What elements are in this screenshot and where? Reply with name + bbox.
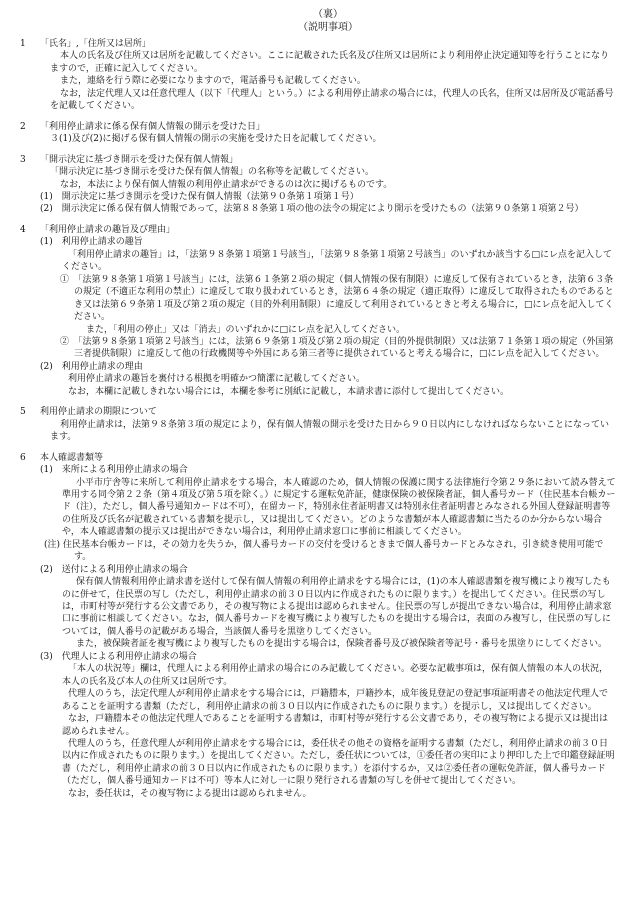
section-5 [20,406,616,443]
list-item: ① 「法第９８条第１項第１号該当」には，法第６１条第２項の規定（個人情報の保有制限）に違反して保有されているとき，法第６３条の規定（不適正な利用の禁止）に違反して取り扱われているとき，法第６４条の規定（適正取得）に違反して取得されたものであるとき又は法第６９条第１項及び第２項の規定（目的外利用制限）に違反して利用されているときと考える場合に，□にレ点を記入してください。 [60,274,614,323]
section-title: 「氏名」,「住所又は居所」 [40,39,151,49]
section-paragraph: ３(1)及び(2)に掲げる保有個人情報の開示の実施を受けた日を記載してください。 [50,134,382,145]
section-paragraph: なお，本欄に記載しきれない場合には，本欄を参考に別紙に記載し，本請求書に添付して提出してください。 [68,386,510,397]
section-paragraph: なお，本法により保有個人情報の利用停止請求ができるのは次に掲げるものです。 [60,179,393,190]
section-paragraph: また，「利用の停止」又は「消去」のいずれかに□にレ点を記入してください。 [86,324,406,335]
document-header [40,8,616,34]
section-paragraph: 「開示決定に基づき開示を受けた保有個人情報」の名称等を記載してください。 [50,167,375,178]
section-number: 6 [20,452,26,463]
subsection-title: (1) 利用停止請求の趣旨 [40,237,143,248]
section-paragraph: また，連絡を行う際に必要になりますので，電話番号も記載してください。 [60,76,366,87]
section-number: 2 [20,121,26,132]
section-paragraph: 小平市庁舎等に来所して利用停止請求をする場合，本人確認のため，個人情報の保護に関する法律施行令第２９条において読み替えて準用する同令第２２条（第４項及び第５項を除く。）に規定する運転免許証，健康保険の被保険者証，個人番号カード（住民基本台帳カード（注），ただし，個人番号通知カードは不可），在留カード，特別永住者証明書又は特別永住者証明書とみなされる外国人登録証明書等の住所及び氏名が記載されている書類を提示し，又は提出してください。どのような書類が本人確認書類に当たるのか分からない場合や，本人確認書類の提示又は提出ができない場合は，利用停止請求窓口に事前に相談してください。 [62,477,616,538]
section-number: 3 [20,154,26,165]
list-item: (1) 開示決定に基づき開示を受けた保有個人情報（法第９０条第１項第１号） [40,191,359,202]
section-title: 「開示決定に基づき開示を受けた保有個人情報」 [40,154,239,165]
section-number: 5 [20,407,26,418]
document-title: （説明事項） [298,22,358,33]
subsection-title: (1) 来所による利用停止請求の場合 [40,465,188,476]
section-title: 「利用停止請求の趣旨及び理由」 [40,224,176,235]
section-paragraph: 「利用停止請求の趣旨」は，「法第９８条第１項第１号該当」，「法第９８条第１項第２号該当」のいずれか該当する□にレ点を記入してください。 [62,249,613,273]
list-item: ② 「法第９８条第１項第２号該当」には，法第６９条第１項及び第２項の規定（目的外提供制限）又は法第７１条第１項の規定（外国第三者提供制限）に違反して他の行政機関等や外国にある第三者等に提供されていると考える場合に，□にレ点を記入してください。 [60,336,614,360]
section-title: 「利用停止請求に係る保有個人情報の開示を受けた日」 [40,121,266,132]
subsection-title: (2) 利用停止請求の理由 [40,361,143,372]
section-paragraph: 代理人のうち，任意代理人が利用停止請求をする場合には，委任状その他その資格を証明する書類（ただし，利用停止請求の前３０日以内に作成されたものに限ります。）を提出してください。ただし，委任状については，①委任者の実印により押印した上で印鑑登録証明書（ただし，利用停止請求の前３０日以内に作成されたものに限ります。）を添付するか，又は②委任者の運転免許証，個人番号カード（ただし，個人番号通知カードは不可）等本人に対し一に限り発行される書類の写しを併せて提出してください。 [62,739,615,787]
note: (注) 住民基本台帳カードは，その効力を失うか，個人番号カードの交付を受けるときまで個人番号カードとみなされ，引き続き使用可能です。 [44,539,604,563]
list-item: (2) 開示決定に係る保有個人情報であって，法第８８条第１項の他の法令の規定により開示を受けたもの（法第９０条第１項第２号） [40,204,584,215]
section-3 [20,154,616,216]
section-2 [20,121,616,146]
section-paragraph: 代理人のうち，法定代理人が利用停止請求をする場合には，戸籍謄本，戸籍抄本，成年後見登記の登記事項証明書その他法定代理人であることを証明する書類（ただし，利用停止請求の前３０日以内に作成されたものに限ります。）を提示し，又は提出してください。 [62,689,609,712]
section-paragraph: 本人の氏名及び住所又は居所を記載してください。ここに記載された氏名及び住所又は居所により利用停止決定通知等を行うことになりますので，正確に記入してください。 [50,51,610,74]
subsection-title: (2) 送付による利用停止請求の場合 [40,564,188,575]
section-1 [20,38,616,113]
section-paragraph: 「本人の状況等」欄は，代理人による利用停止請求の場合にのみ記載してください。必要な記載事項は，保有個人情報の本人の状況，本人の氏名及び本人の住所又は居所です。 [62,664,609,687]
section-title: 本人確認書類等 [40,452,104,463]
section-paragraph: なお，委任状は，その複写物による提出は認められません。 [68,788,312,799]
section-paragraph: 保有個人情報利用停止請求書を送付して保有個人情報の利用停止請求をする場合には，(1)の本人確認書類を複写機により複写したものに併せて，住民票の写し（ただし，利用停止請求の前３０日以内に作成されたものに限ります。）を提出してください。住民票の写しは，市町村等が発行する公文書であり，その複写物による提出は認められません。住民票の写しが提出できない場合は，利用停止請求窓口に事前に相談してください。なお，個人番号カードを複写機により複写したものを提出する場合は，表面のみ複写し，住民票の写しについては，個人番号の記載がある場合，当該個人番号を黒塗りしてください。 [62,577,612,637]
section-title: 利用停止請求の期限について [40,407,157,418]
section-6 [20,452,616,801]
side-label: （裏） [313,9,343,20]
section-paragraph: 利用停止請求は，法第９８条第３項の規定により，保有個人情報の開示を受けた日から９０日以内にしなければならないことになっています。 [50,419,610,443]
section-paragraph: なお，法定代理人又は任意代理人（以下「代理人」という。）による利用停止請求の場合には，代理人の氏名，住所又は居所及び電話番号を記載してください。 [50,88,614,112]
section-paragraph: 利用停止請求の趣旨を裏付ける根拠を明確かつ簡潔に記載してください。 [68,374,366,385]
section-4 [20,224,616,398]
section-paragraph: なお，戸籍謄本その他法定代理人であることを証明する書類は，市町村等が発行する公文書であり，その複写物による提示又は提出は認められません。 [62,714,609,737]
section-number: 4 [20,224,26,235]
subsection-title: (3) 代理人による利用停止請求の場合 [40,651,197,662]
section-number: 1 [20,39,26,49]
section-paragraph: また，被保険者証を複写機により複写したものを提出する場合は，保険者番号及び被保険者等記号・番号を黒塗りにしてください。 [76,639,608,650]
